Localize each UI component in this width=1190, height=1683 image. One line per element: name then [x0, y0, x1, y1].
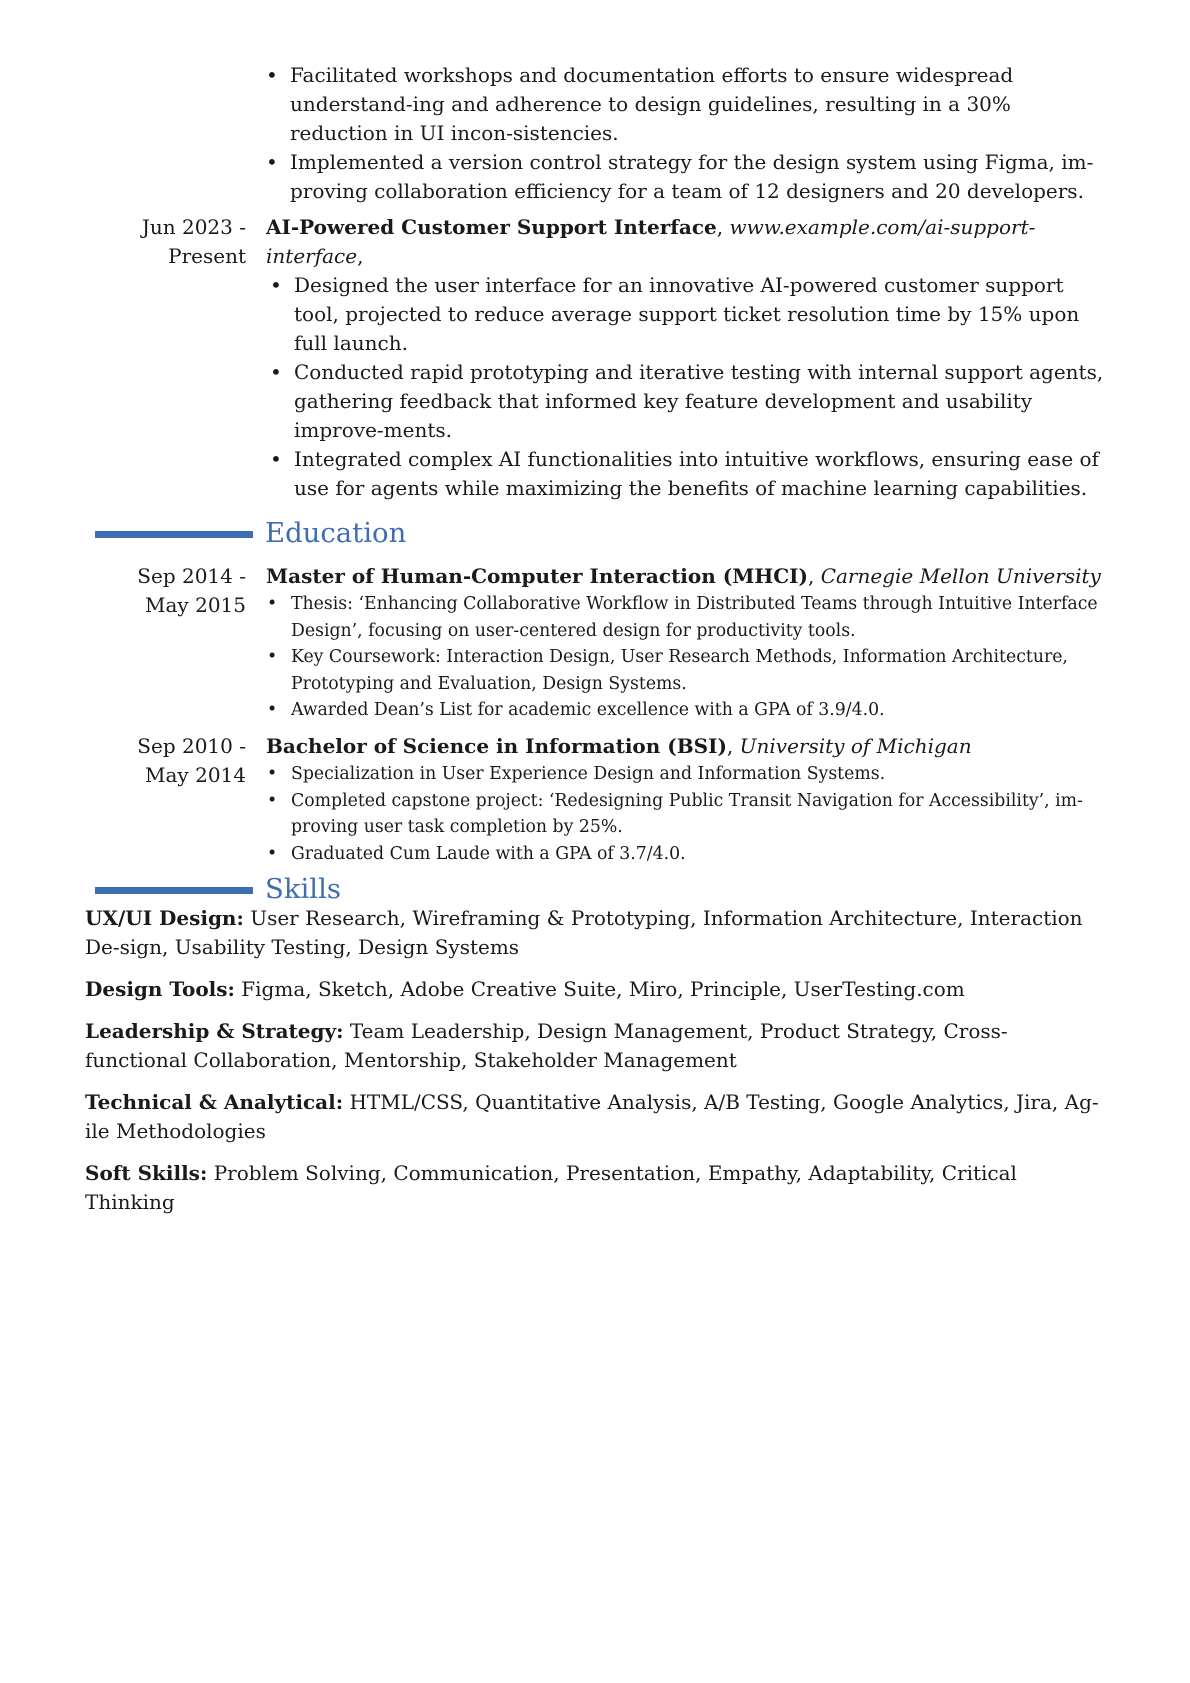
school-name: Carnegie Mellon University [820, 564, 1101, 588]
education-date: Sep 2014 - May 2015 [137, 564, 246, 617]
section-title-skills: Skills [265, 873, 342, 905]
skill-label: Leadership & Strategy: [85, 1019, 344, 1043]
list-item: • Thesis: ‘Enhancing Collaborative Workflow in Distributed Teams through Intuitive Interface Design’, focusing on user-centered design for productivity tools. [291, 591, 1106, 644]
project-link[interactable]: www.example.com/ai-support-interface [266, 215, 1036, 268]
skill-value: Problem Solving, Communication, Presentation, Empathy, Adaptability, Critical Thinking [85, 1161, 1017, 1214]
education-heading: Master of Human-Computer Interaction (MHCI), Carnegie Mellon University [266, 564, 1101, 588]
section-title-education: Education [265, 517, 407, 549]
experience-continued-bullets [290, 61, 1100, 206]
skill-row [85, 1017, 1105, 1075]
section-bar [95, 887, 253, 894]
section-bar [95, 531, 253, 538]
skill-row [85, 1159, 1105, 1217]
skill-label: Design Tools: [85, 977, 235, 1001]
project-bullets [294, 271, 1104, 503]
education-bullets [291, 761, 1106, 867]
skill-label: Technical & Analytical: [85, 1090, 344, 1114]
school-name: University of Michigan [739, 734, 972, 758]
list-item: • Key Coursework: Interaction Design, User Research Methods, Information Architecture, Prototyping and Evaluation, Design Systems. [291, 644, 1106, 697]
list-item: • Designed the user interface for an innovative AI-powered customer support tool, projected to reduce average support ticket resolution time by 15% upon full launch. [294, 271, 1104, 358]
skill-label: Soft Skills: [85, 1161, 208, 1185]
list-item: • Integrated complex AI functionalities into intuitive workflows, ensuring ease of use for agents while maximizing the benefits of machine learning capabilities. [294, 445, 1104, 503]
degree-name: Master of Human-Computer Interaction (MHCI) [266, 564, 808, 588]
skill-row [85, 904, 1105, 962]
education-bullets [291, 591, 1106, 724]
skill-value: HTML/CSS, Quantitative Analysis, A/B Testing, Google Analytics, Jira, Ag-ile Methodologies [85, 1090, 1099, 1143]
list-item: • Awarded Dean’s List for academic excellence with a GPA of 3.9/4.0. [291, 697, 1106, 724]
skill-label: UX/UI Design: [85, 906, 244, 930]
degree-name: Bachelor of Science in Information (BSI) [266, 734, 727, 758]
skill-value: Figma, Sketch, Adobe Creative Suite, Miro, Principle, UserTesting.com [241, 977, 965, 1001]
list-item: • Graduated Cum Laude with a GPA of 3.7/4.0. [291, 841, 1106, 868]
project-title: AI-Powered Customer Support Interface [266, 215, 717, 239]
skill-row [85, 1088, 1105, 1146]
list-item: • Facilitated workshops and documentation efforts to ensure widespread understand-ing and adherence to design guidelines, resulting in a 30% reduction in UI incon-sistencies. [290, 61, 1100, 148]
education-date: Sep 2010 - May 2014 [137, 734, 246, 787]
project-heading: AI-Powered Customer Support Interface, www.example.com/ai-support-interface, [266, 215, 1036, 268]
education-heading: Bachelor of Science in Information (BSI), University of Michigan [266, 734, 972, 758]
list-item: • Specialization in User Experience Design and Information Systems. [291, 761, 1106, 788]
skill-row [85, 975, 1105, 1004]
project-date: Jun 2023 - Present [141, 215, 246, 268]
list-item: • Completed capstone project: ‘Redesigning Public Transit Navigation for Accessibility’, im-proving user task completion by 25%. [291, 788, 1106, 841]
skill-value: Team Leadership, Design Management, Product Strategy, Cross-functional Collaboration, Mentorship, Stakeholder Management [85, 1019, 1008, 1072]
skill-value: User Research, Wireframing & Prototyping, Information Architecture, Interaction De-sign, Usability Testing, Design Systems [85, 906, 1083, 959]
list-item: • Implemented a version control strategy for the design system using Figma, im-proving collaboration efficiency for a team of 12 designers and 20 developers. [290, 148, 1100, 206]
list-item: • Conducted rapid prototyping and iterative testing with internal support agents, gathering feedback that informed key feature development and usability improve-ments. [294, 358, 1104, 445]
